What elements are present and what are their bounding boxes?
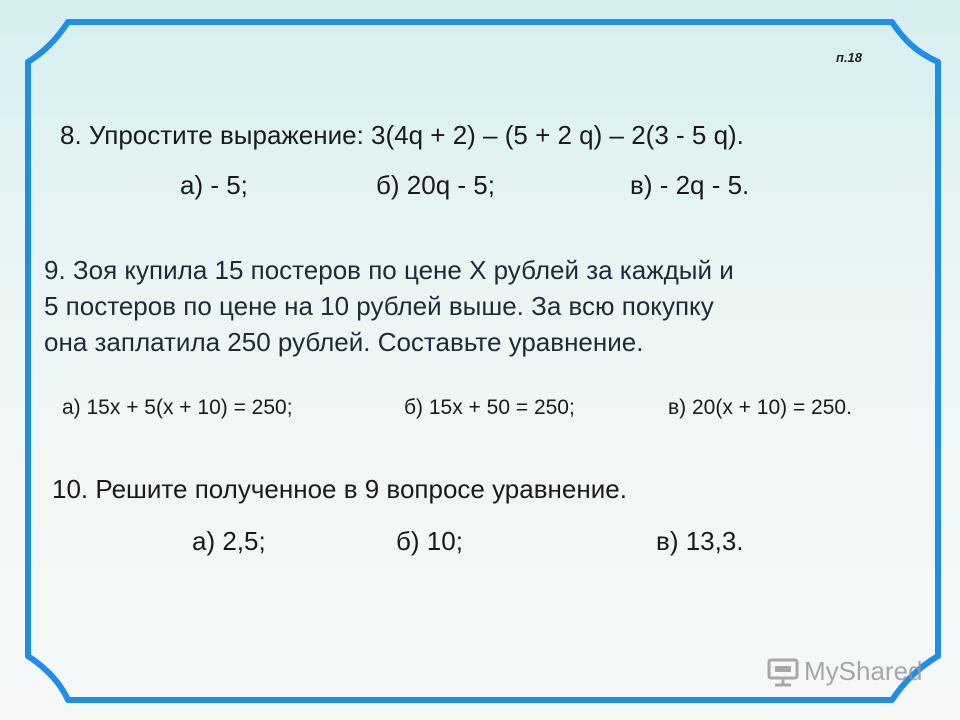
- question-9-line-2: 5 постеров по цене на 10 рублей выше. За всю покупку: [44, 291, 714, 321]
- watermark: [766, 656, 923, 687]
- question-9-line-1: 9. Зоя купила 15 постеров по цене Х рублей за каждый и: [44, 255, 734, 285]
- watermark-text: MyShared: [804, 656, 923, 686]
- question-8-text: 8. Упростите выражение: 3(4q + 2) – (5 + 2 q) – 2(3 - 5 q).: [60, 120, 744, 150]
- q9-answer-a: а) 15х + 5(х + 10) = 250;: [62, 396, 293, 419]
- q8-answer-a: а) - 5;: [180, 170, 248, 200]
- q8-answer-c: в) - 2q - 5.: [630, 170, 750, 200]
- slide-number: п.18: [836, 50, 863, 65]
- question-10-text: 10. Решите полученное в 9 вопросе уравнение.: [52, 474, 627, 504]
- q8-answer-b: б) 20q - 5;: [376, 170, 495, 200]
- q10-answer-a: а) 2,5;: [192, 526, 266, 556]
- q10-answer-c: в) 13,3.: [656, 526, 744, 556]
- q9-answer-c: в) 20(х + 10) = 250.: [668, 396, 852, 419]
- presentation-icon: [766, 657, 800, 687]
- question-9-line-3: она заплатила 250 рублей. Составьте уравнение.: [44, 327, 644, 357]
- q9-answer-b: б) 15х + 50 = 250;: [404, 396, 575, 419]
- q10-answer-b: б) 10;: [396, 526, 463, 556]
